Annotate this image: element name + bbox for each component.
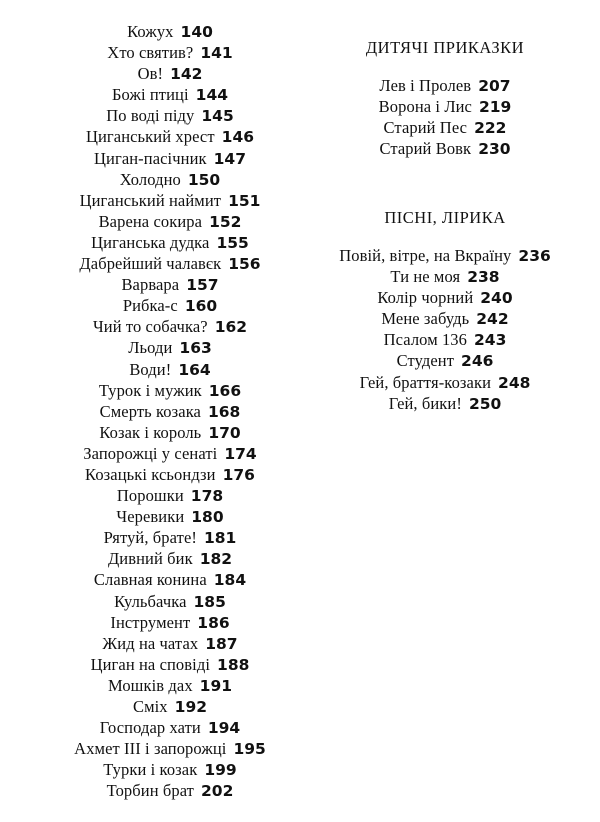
toc-entry [30, 253, 310, 274]
toc-section-children-sayings [320, 37, 570, 159]
entry-title: По воді піду [106, 106, 195, 126]
entry-page-number: 180 [191, 508, 224, 527]
toc-entry [320, 117, 570, 138]
entry-title: Чий то собачка? [92, 317, 208, 337]
entry-page-number: 207 [478, 77, 511, 95]
entry-page-number: 142 [170, 65, 203, 84]
entry-title: Води! [129, 359, 172, 379]
entry-title: Ти не моя [390, 267, 461, 287]
toc-entry [320, 329, 570, 350]
entry-page-number: 155 [216, 233, 249, 252]
entry-page-number: 240 [480, 289, 513, 308]
toc-entry [30, 633, 310, 654]
entry-title: Дивний бик [107, 549, 193, 569]
toc-entry [30, 21, 310, 42]
toc-entry [320, 393, 570, 414]
entry-page-number: 151 [228, 191, 261, 210]
entry-title: Гей, браття-козаки [359, 372, 492, 392]
entry-page-number: 145 [201, 107, 234, 126]
entry-page-number: 157 [186, 276, 219, 295]
entry-page-number: 186 [197, 613, 230, 632]
toc-entry [30, 401, 310, 422]
toc-entry [320, 266, 570, 287]
entry-page-number: 248 [498, 373, 531, 392]
toc-left-column [30, 21, 310, 801]
entry-page-number: 170 [208, 423, 241, 442]
toc-entry [30, 105, 310, 126]
entry-page-number: 187 [205, 634, 238, 653]
entry-page-number: 192 [174, 698, 208, 716]
toc-entry [320, 138, 570, 159]
entry-page-number: 168 [207, 402, 241, 421]
entry-title: Хто святив? [107, 43, 194, 63]
toc-entry [30, 569, 310, 590]
entry-title: Сміх [132, 697, 168, 716]
entry-page-number: 147 [213, 149, 246, 168]
entry-title: Запорожці у сенаті [83, 443, 218, 463]
entry-title: Смерть козака [99, 401, 201, 421]
toc-entry [320, 75, 570, 96]
entry-title: Ахмет ІІІ і запорожці [74, 739, 227, 759]
entry-title: Черевики [116, 507, 185, 527]
toc-entry [30, 464, 310, 485]
toc-entry [30, 148, 310, 169]
toc-entry [30, 548, 310, 569]
entry-title: Ворона і Лис [378, 97, 472, 117]
entry-title: Гей, бики! [388, 393, 462, 413]
entry-page-number: 219 [478, 98, 512, 117]
entry-title: Торбин брат [106, 781, 194, 801]
toc-entry [30, 190, 310, 211]
entry-page-number: 160 [184, 297, 218, 316]
entry-page-number: 236 [518, 247, 551, 265]
entry-title: Рятуй, брате! [103, 528, 197, 548]
toc-entry [320, 308, 570, 329]
entry-title: Дабрейший чалавєк [79, 254, 222, 274]
entry-title: Інструмент [110, 612, 191, 632]
entry-title: Льоди [128, 338, 173, 358]
toc-entry [30, 422, 310, 443]
toc-entry [30, 591, 310, 612]
entry-page-number: 178 [190, 487, 224, 506]
entry-title: Турки і козак [103, 760, 198, 780]
toc-entry [30, 380, 310, 401]
toc-entry [30, 696, 310, 717]
entry-title: Рибка-с [122, 296, 178, 316]
toc-entry [30, 527, 310, 548]
entry-title: Славная конина [93, 570, 207, 590]
entry-page-number: 222 [474, 119, 507, 138]
entry-title: Турок і мужик [98, 380, 202, 400]
entry-title: Старий Вовк [379, 139, 472, 159]
entry-title: Циганський наймит [79, 190, 222, 210]
toc-section-songs-lyrics [320, 207, 570, 414]
entry-page-number: 141 [200, 44, 233, 63]
entry-page-number: 238 [467, 268, 500, 287]
section-list [320, 75, 570, 159]
entry-title: Господар хати [99, 718, 201, 738]
entry-page-number: 150 [187, 170, 221, 189]
toc-entry [30, 759, 310, 780]
entry-title: Варена сокира [98, 211, 203, 231]
entry-title: Варвара [121, 275, 180, 295]
toc-entry [30, 232, 310, 253]
entry-page-number: 164 [178, 360, 211, 379]
toc-entry [30, 211, 310, 232]
entry-page-number: 230 [478, 140, 511, 159]
toc-entry [30, 316, 310, 337]
entry-page-number: 162 [214, 318, 248, 337]
toc-entry [30, 675, 310, 696]
entry-page-number: 246 [461, 352, 494, 371]
entry-page-number: 182 [199, 550, 233, 569]
toc-entry [30, 63, 310, 84]
entry-title: Псалом 136 [383, 330, 468, 350]
entry-title: Порошки [116, 486, 184, 506]
entry-title: Студент [396, 351, 455, 371]
toc-entry [30, 612, 310, 633]
entry-page-number: 199 [204, 761, 237, 780]
toc-entry [320, 372, 570, 393]
section-heading: ДИТЯЧІ ПРИКАЗКИ [365, 38, 525, 57]
entry-title: Колір чорний [377, 288, 474, 308]
entry-page-number: 188 [217, 655, 250, 674]
entry-title: Циганська дудка [91, 232, 210, 252]
toc-entry [30, 42, 310, 63]
entry-title: Козацькі ксьондзи [85, 464, 216, 484]
entry-page-number: 144 [195, 86, 229, 105]
entry-page-number: 184 [213, 571, 247, 590]
toc-entry [30, 443, 310, 464]
entry-page-number: 174 [224, 444, 257, 463]
entry-title: Циган-пасічник [94, 148, 207, 168]
toc-entry [320, 287, 570, 308]
entry-page-number: 176 [222, 465, 255, 484]
entry-page-number: 202 [201, 782, 234, 801]
entry-page-number: 152 [209, 212, 242, 231]
entry-page-number: 163 [179, 339, 212, 358]
entry-page-number: 250 [468, 394, 502, 413]
entry-page-number: 195 [233, 740, 266, 759]
entry-title: Мошків дах [107, 675, 193, 695]
entry-page-number: 166 [208, 381, 242, 400]
entry-page-number: 181 [203, 529, 237, 548]
entry-title: Холодно [119, 169, 181, 189]
toc-entry [320, 245, 570, 266]
entry-title: Циган на сповіді [90, 654, 211, 674]
section-list [320, 245, 570, 414]
entry-page-number: 191 [199, 676, 233, 695]
toc-entry [30, 654, 310, 675]
toc-entry [320, 96, 570, 117]
entry-title: Ов! [137, 64, 164, 84]
toc-entry [30, 126, 310, 147]
toc-entry [30, 295, 310, 316]
entry-title: Циганський хрест [85, 127, 215, 147]
toc-entry [30, 485, 310, 506]
toc-entry [30, 337, 310, 358]
entry-title: Козак і король [99, 422, 202, 442]
entry-page-number: 146 [221, 128, 255, 147]
toc-entry [30, 717, 310, 738]
entry-page-number: 185 [193, 592, 226, 611]
entry-page-number: 156 [228, 255, 261, 274]
entry-title: Божі птиці [111, 85, 189, 105]
entry-title: Кожух [127, 22, 174, 41]
entry-title: Кульбачка [114, 591, 187, 611]
toc-entry [320, 350, 570, 371]
toc-entry [30, 359, 310, 380]
entry-title: Повій, вітре, на Вкраїну [339, 246, 512, 265]
entry-title: Лев і Пролев [379, 76, 472, 95]
toc-entry [30, 84, 310, 105]
entry-page-number: 140 [180, 23, 213, 41]
entry-title: Мене забудь [381, 309, 470, 329]
entry-page-number: 242 [476, 310, 509, 329]
toc-entry [30, 169, 310, 190]
toc-entry [30, 506, 310, 527]
entry-page-number: 194 [207, 719, 241, 738]
entry-title: Жид на чатах [102, 633, 199, 653]
toc-entry [30, 780, 310, 801]
entry-page-number: 243 [474, 331, 507, 350]
toc-entry [30, 274, 310, 295]
toc-entry [30, 738, 310, 759]
section-heading: ПІСНІ, ЛІРИКА [384, 208, 506, 227]
entry-title: Старий Пес [383, 118, 468, 138]
